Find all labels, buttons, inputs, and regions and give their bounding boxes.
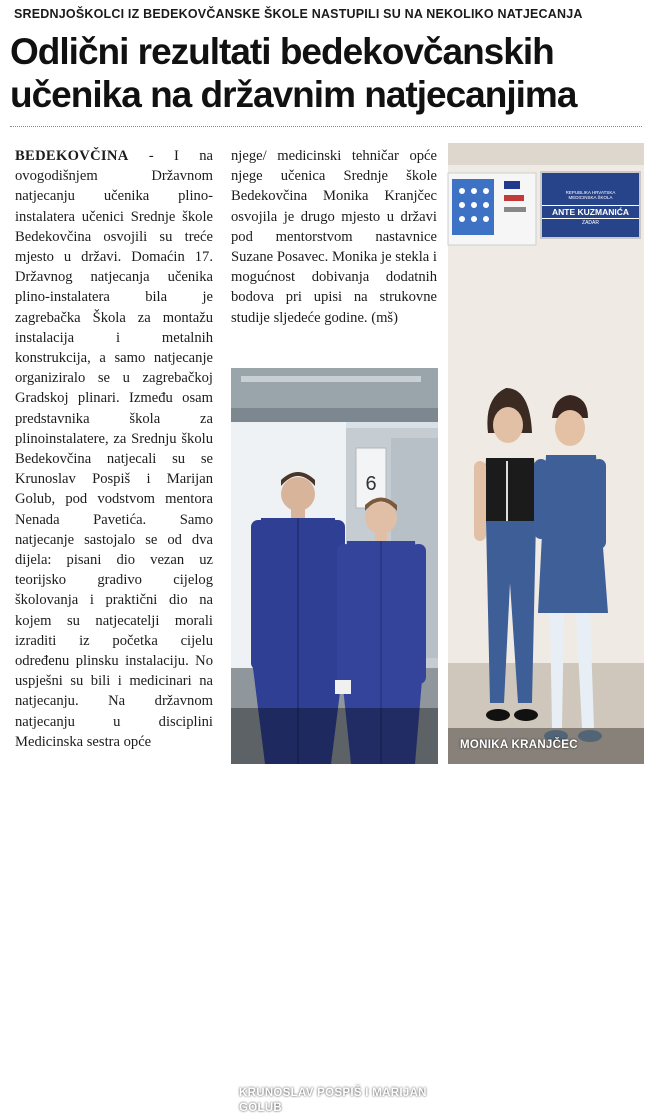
plaque-line-1: REPUBLIKA HRVATSKA bbox=[565, 190, 616, 195]
photo-students-caption: KRUNOSLAV POSPIŠ I MARIJAN GOLUB bbox=[239, 1087, 427, 1114]
photo-monika-caption: MONIKA KRANJČEC bbox=[460, 739, 578, 751]
headline-line-2: učenika na državnim natjecanjima bbox=[10, 74, 577, 115]
students-photo-illustration bbox=[231, 368, 438, 764]
school-plaque bbox=[540, 171, 641, 239]
plaque-line-2: MEDICINSKA ŠKOLA bbox=[568, 195, 613, 200]
headline-divider bbox=[10, 126, 642, 127]
column-2-text: njege/ medicinski tehničar opće njege učenica Srednje škole Bedekovčina Monika Kranjčec osvojila je drugo mjesto u državi pod mentorstvom nastavnice Suzane Posavec. Monika je stekla i mogućnost dobivanja dodatnih bodova pri upisi na strukovne studije sljedeće godine. (mš) bbox=[231, 148, 437, 326]
plaque-city: ZADAR bbox=[582, 220, 599, 226]
article-column-2 bbox=[231, 146, 437, 328]
photo-monika bbox=[448, 143, 644, 764]
article-headline bbox=[10, 30, 650, 116]
headline-line-1: Odlični rezultati bedekovčanskih bbox=[10, 31, 554, 72]
article-column-1 bbox=[15, 146, 213, 752]
article-kicker: SREDNJOŠKOLCI IZ BEDEKOVČANSKE ŠKOLE NASTUPILI SU NA NEKOLIKO NATJECANJA bbox=[14, 7, 583, 21]
dateline: BEDEKOVČINA bbox=[15, 148, 129, 164]
column-1-text: - I na ovogodišnjem Državnom natjecanju učenika plino-instalatera učenici Srednje škole Bedekovčina osvojili su treće mjesto u državi. Domaćin 17. Državnog natjecanja učenika plino-instalatera bila je zagrebačka Škola za montažu instalacija i metalnih konstrukcija, a samo natjecanje organiziralo se u zagrebačkoj Gradskoj plinari. Između osam predstavnika škola za plinoinstalatere, za Srednju školu Bedekovčina natjecali su se Krunoslav Pospiš i Marijan Golub, pod vodstvom mentora Nenada Pavetića. Samo natjecanje sastojalo se od dva dijela: pisani dio vezan uz teorijsko gradivo cijelog školovanja i praktični dio na kojem su natjecatelji morali izraditi iz početka cijelu određenu plinsku instalaciju. No uspješni su bili i medicinari na natjecanju. Na državnom natjecanju u disciplini Medicinska sestra opće bbox=[15, 148, 213, 750]
booth-number: 6 bbox=[365, 473, 377, 495]
plaque-school-name: ANTE KUZMANIĆA bbox=[542, 205, 639, 219]
photo-students bbox=[231, 368, 438, 1114]
